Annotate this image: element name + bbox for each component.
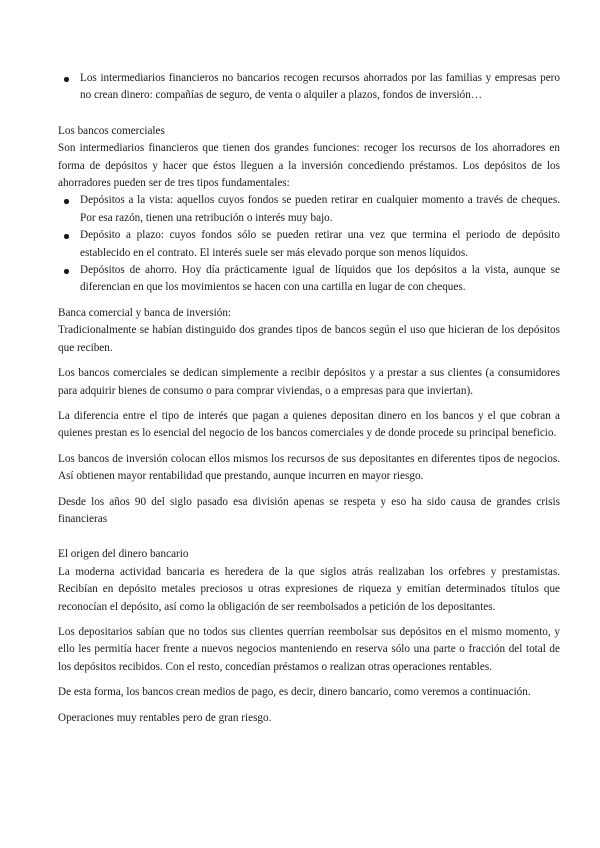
paragraph: Los depositarios sabían que no todos sus clientes querrían reembolsar sus depósitos en el mismo momento, y ello les permitía hacer frente a nuevos negocios manteniendo en reserva sólo una parte o fracción del total de los depósitos recibidos. Con el resto, concedían préstamos o realizan otras operaciones rentables.	[58, 625, 560, 673]
paragraph: Operaciones muy rentables pero de gran riesgo.	[58, 711, 272, 724]
deposit-types-list	[58, 192, 560, 296]
section-heading-bancos-comerciales: Los bancos comerciales	[58, 124, 165, 137]
list-item: Depósitos a la vista: aquellos cuyos fondos se pueden retirar en cualquier momento a través de cheques. Por esa razón, tienen una retribución o interés muy bajo.	[58, 192, 560, 227]
paragraph: Los bancos de inversión colocan ellos mismos los recursos de sus depositantes en diferentes tipos de negocios. Así obtienen mayor rentabilidad que prestando, aunque incurren en mayor riesgo.	[58, 452, 560, 483]
list-item: Depósito a plazo: cuyos fondos sólo se pueden retirar una vez que termina el periodo de depósito establecido en el contrato. El interés suele ser más elevado porque son menos líquidos.	[58, 227, 560, 262]
section-heading-origen: El origen del dinero bancario	[58, 548, 189, 561]
paragraph: La diferencia entre el tipo de interés que pagan a quienes depositan dinero en los bancos y el que cobran a quienes prestan es lo esencial del negocio de los bancos comerciales y de donde procede su principal beneficio.	[58, 409, 560, 440]
paragraph: Los bancos comerciales se dedican simplemente a recibir depósitos y a prestar a sus clientes (a consumidores para adquirir bienes de consumo o para comprar viviendas, o a empresas para que inviertan).	[58, 367, 560, 397]
paragraph: La moderna actividad bancaria es heredera de la que siglos atrás realizaban los orfebres y prestamistas. Recibían en depósito metales preciosos u otras expresiones de riqueza y emitían determinados títulos que reconocían el depósito, así como la obligación de ser reembolsados a petición de los depositantes.	[58, 565, 560, 613]
paragraph: Desde los años 90 del siglo pasado esa división apenas se respeta y eso ha sido causa de grandes crisis financieras	[58, 495, 560, 525]
paragraph: De esta forma, los bancos crean medios de pago, es decir, dinero bancario, como veremos a continuación.	[58, 686, 531, 699]
section-heading-banca-inversion: Banca comercial y banca de inversión:	[58, 306, 232, 319]
list-item: Depósitos de ahorro. Hoy día prácticamente igual de líquidos que los depósitos a la vista, aunque se diferencian en que los movimientos se hacen con una cartilla en lugar de con cheques.	[58, 262, 560, 297]
intro-bullet-list	[58, 70, 560, 105]
paragraph: Son intermediarios financieros que tienen dos grandes funciones: recoger los recursos de los ahorradores en forma de depósitos y hacer que éstos lleguen a la inversión concediendo préstamos. Los depósitos de los ahorradores pueden ser de tres tipos fundamentales:	[58, 142, 560, 190]
list-item: Los intermediarios financieros no bancarios recogen recursos ahorrados por las familias y empresas pero no crean dinero: compañías de seguro, de venta o alquiler a plazos, fondos de inversión…	[58, 70, 560, 105]
document-body	[58, 70, 560, 727]
paragraph: Tradicionalmente se habían distinguido dos grandes tipos de bancos según el uso que hicieran de los depósitos que reciben.	[58, 324, 560, 354]
